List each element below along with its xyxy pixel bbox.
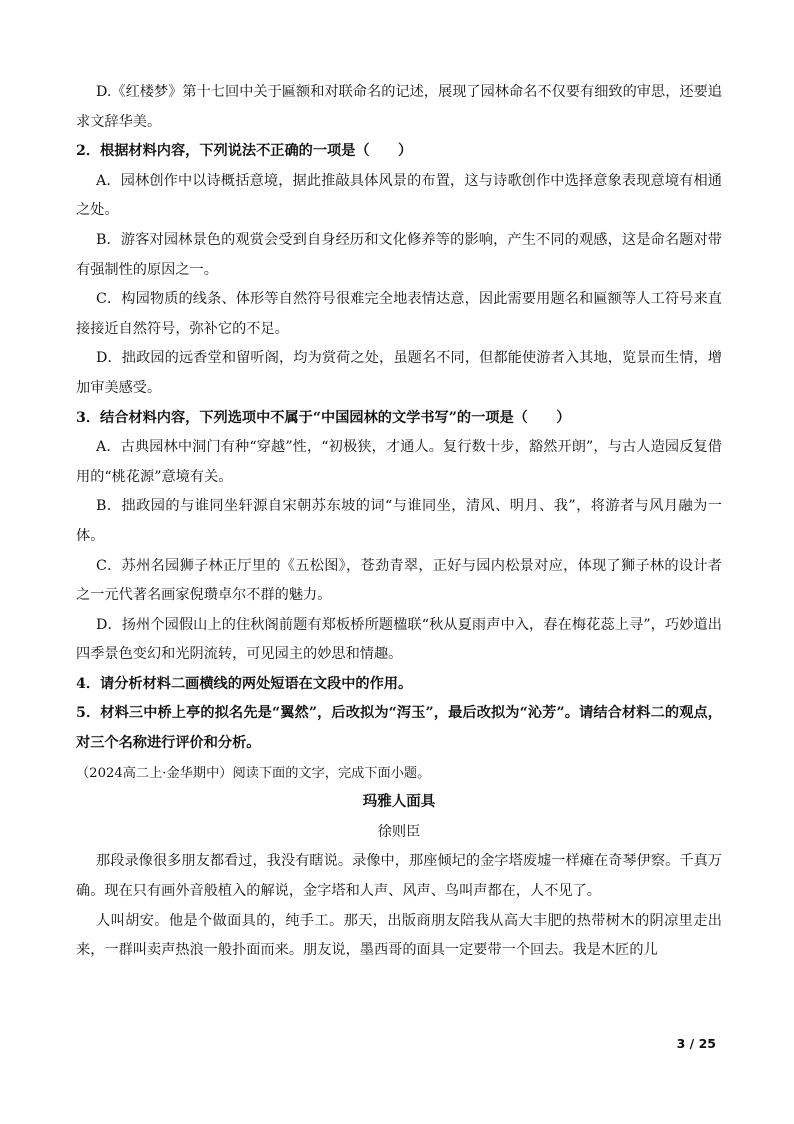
question-3-stem: 3．结合材料内容，下列选项中不属于“中国园林的文学书写”的一项是（ ） [76, 409, 571, 426]
question-3-option-c: C．苏州名园狮子林正厅里的《五松图》，苍劲青翠，正好与园内松景对应，体现了狮子林的设计者之一元代著名画家倪瓒卓尔不群的魅力。 [76, 557, 722, 604]
question-2-option-c: C．构园物质的线条、体形等自然符号很难完全地表情达意，因此需要用题名和匾额等人工符号来直接接近自然符号，弥补它的不足。 [76, 291, 722, 337]
passage-source-line: （2024高二上·金华期中）阅读下面的文字，完成下面小题。 [76, 765, 431, 781]
question-3-option-b: B．拙政园的与谁同坐轩源自宋朝苏东坡的词“与谁同坐，清风、明月、我”，将游者与风月融为一体。 [76, 498, 722, 544]
article-author: 徐则臣 [377, 823, 421, 840]
question-2-option-b: B．游客对园林景色的观赏会受到自身经历和文化修养等的影响，产生不同的观感，这是命名题对带有强制性的原因之一。 [76, 231, 722, 278]
question-3-option-d: D．扬州个园假山上的住秋阁前题有郑板桥所题楹联“秋从夏雨声中入，春在梅花蕊上寻”，巧妙道出四季景色变幻和光阴流转，可见园主的妙思和情趣。 [76, 616, 722, 663]
question-2-stem: 2．根据材料内容，下列说法不正确的一项是（ ） [76, 143, 413, 160]
document-body [76, 78, 722, 966]
question-4: 4．请分析材料二画横线的两处短语在文段中的作用。 [76, 675, 413, 692]
article-title: 玛雅人面具 [362, 794, 436, 811]
article-paragraph-1: 那段录像很多朋友都看过，我没有瞎说。录像中，那座倾圮的金字塔废墟一样瘫在奇琴伊察。千真万确。现在只有画外音般植入的解说，金字塔和人声、风声、鸟叫声都在，人不见了。 [76, 853, 722, 900]
page-number: 3 / 25 [676, 1036, 716, 1051]
question-3-option-a: A．古典园林中洞门有种“穿越”性，“初极狭，才通人。复行数十步，豁然开朗”，与古人造园反复借用的“桃花源”意境有关。 [76, 439, 722, 485]
option-d-continued: D.《红楼梦》第十七回中关于匾额和对联命名的记述，展现了园林命名不仅要有细致的审思，还要追求文辞华美。 [76, 84, 722, 130]
question-2-option-d: D．拙政园的远香堂和留听阁，均为赏荷之处，虽题名不同，但都能使游者入其地，览景而生情，增加审美感受。 [76, 350, 722, 396]
article-paragraph-2: 人叫胡安。他是个做面具的，纯手工。那天，出版商朋友陪我从高大丰肥的热带树木的阴凉里走出来，一群叫卖声热浪一般扑面而来。朋友说，墨西哥的面具一定要带一个回去。我是木匠的儿 [76, 912, 722, 959]
question-2-option-a: A．园林创作中以诗概括意境，据此推敲具体风景的布置，这与诗歌创作中选择意象表现意境有相通之处。 [76, 172, 722, 219]
question-5: 5．材料三中桥上亭的拟名先是“翼然”，后改拟为“泻玉”，最后改拟为“沁芳”。请结合材料二的观点，对三个名称进行评价和分析。 [76, 705, 722, 752]
